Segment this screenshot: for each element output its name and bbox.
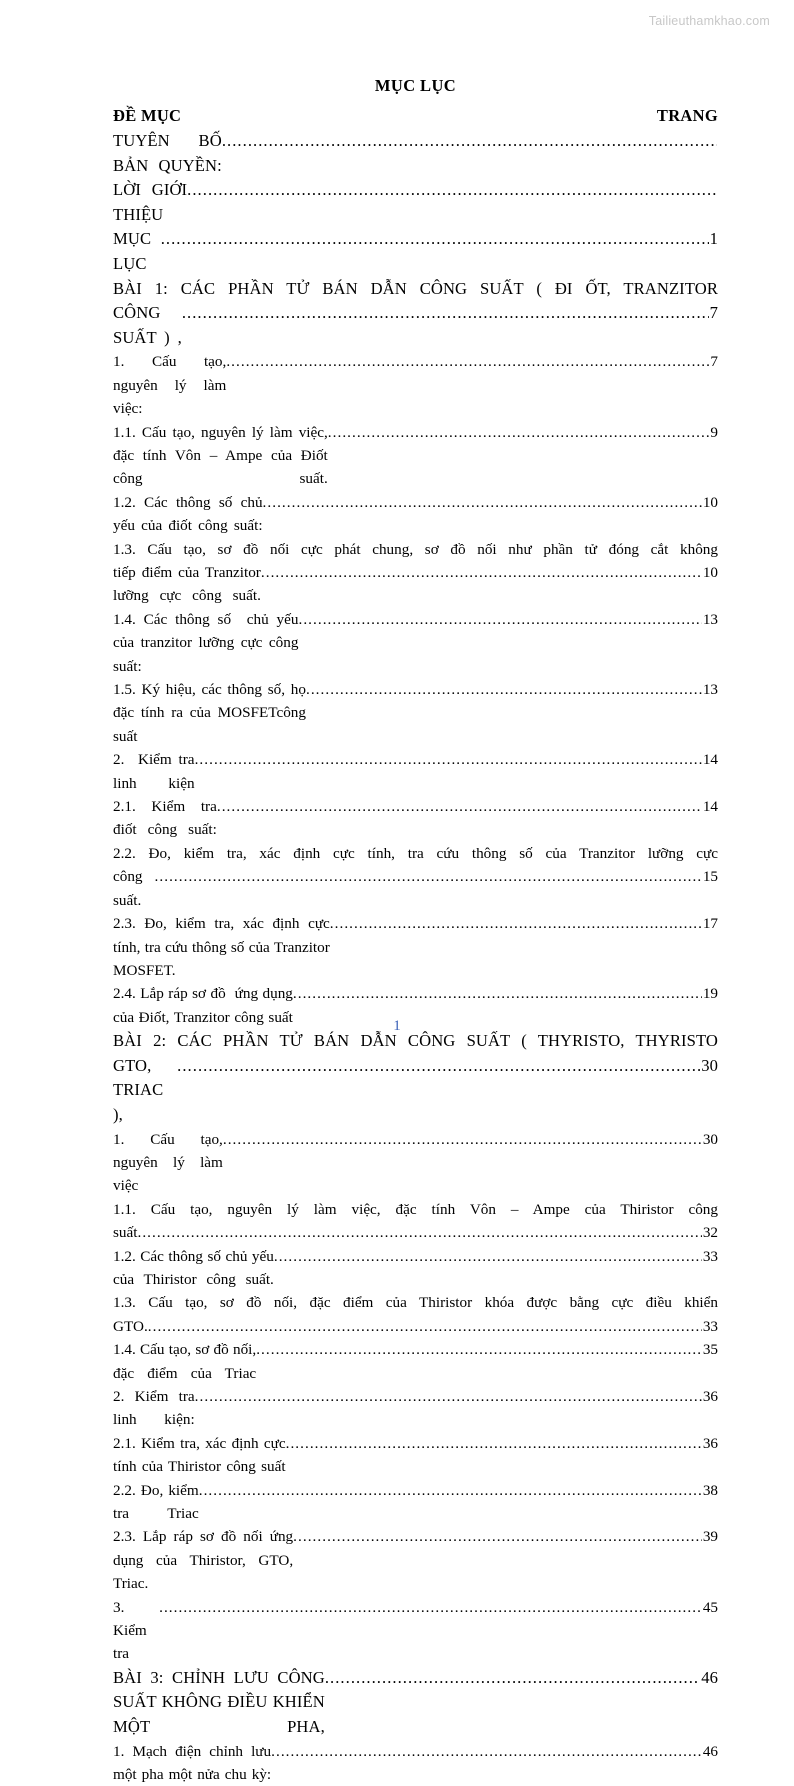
toc-entry-label: LỜI GIỚI THIỆU bbox=[113, 180, 192, 224]
toc-entry-page-number: 9 bbox=[710, 423, 718, 441]
toc-entry-label: 1.2. Các thông số chủ yếu của Thiristor công suất. bbox=[113, 1247, 278, 1288]
toc-entry-page-number: 7 bbox=[710, 353, 718, 371]
toc-entry[interactable] bbox=[113, 1479, 718, 1526]
toc-dot-leader bbox=[223, 1128, 702, 1151]
toc-entry[interactable] bbox=[113, 1596, 718, 1666]
toc-dot-leader bbox=[159, 1596, 702, 1619]
toc-entry-label: GTO, TRIAC ), bbox=[113, 1055, 168, 1124]
toc-entry[interactable] bbox=[113, 1432, 718, 1479]
toc-entry-page-number: 35 bbox=[702, 1341, 718, 1359]
toc-dot-leader bbox=[137, 1221, 701, 1244]
toc-entry-row bbox=[113, 865, 718, 912]
toc-entry[interactable] bbox=[113, 678, 718, 748]
toc-entry-label: 2. Kiểm tra linh kiện: bbox=[113, 1387, 199, 1429]
toc-entry-page-number: 13 bbox=[702, 610, 718, 628]
toc-entry-page-number: 13 bbox=[702, 681, 718, 699]
toc-entry-row bbox=[113, 561, 718, 608]
toc-entry[interactable] bbox=[113, 748, 718, 795]
toc-entry-label: 1.4. Các thông số chủ yếu của tranzitor lưỡng cực công suất: bbox=[113, 610, 303, 675]
toc-entry-row bbox=[113, 301, 718, 350]
toc-entry-label: 2.3. Đo, kiểm tra, xác định cực tính, tra cứu thông số của Tranzitor MOSFET. bbox=[113, 915, 334, 979]
toc-entry-row bbox=[113, 1054, 718, 1128]
toc-entry-wrapped-text bbox=[113, 277, 718, 302]
toc-entry-line: BÀI 2: CÁC PHẦN TỬ BÁN DẪN CÔNG SUẤT ( THYRISTO, THYRISTO bbox=[113, 1031, 718, 1051]
toc-dot-leader bbox=[217, 795, 702, 818]
toc-entry-row bbox=[113, 1479, 718, 1526]
toc-entry-line: BÀI 1: CÁC PHẦN TỬ BÁN DẪN CÔNG SUẤT ( ĐI ỐT, TRANZITOR bbox=[113, 278, 718, 298]
toc-entry[interactable] bbox=[113, 178, 718, 227]
toc-entry[interactable] bbox=[113, 277, 718, 351]
toc-dot-leader bbox=[256, 1338, 702, 1361]
toc-entry[interactable] bbox=[113, 1525, 718, 1595]
toc-entry-label: 2.3. Lắp ráp sơ đồ nối ứng dụng của Thiristor, GTO, Triac. bbox=[113, 1528, 298, 1593]
toc-entry-line: 1.1. Cấu tạo, nguyên lý làm việc, đặc tính Vôn – Ampe của Thiristor công bbox=[113, 1200, 718, 1218]
toc-entry-label: 1.5. Ký hiệu, các thông số, họ đặc tính ra của MOSFETcông suất bbox=[113, 681, 310, 745]
toc-dot-leader bbox=[195, 748, 702, 771]
toc-column-header bbox=[113, 106, 718, 126]
toc-entry-label: 2.4. Lắp ráp sơ đồ ứng dụng của Điốt, Tranzitor công suất bbox=[113, 985, 297, 1026]
toc-entry-page-number: 14 bbox=[702, 798, 718, 816]
toc-entry-label: 1. Cấu tạo, nguyên lý làm việc bbox=[113, 1130, 227, 1195]
toc-entry-label: tiếp điểm của Tranzitor lưỡng cực công suất. bbox=[113, 564, 265, 605]
toc-entry-label: công suất. bbox=[113, 868, 147, 909]
toc-dot-leader bbox=[286, 1432, 702, 1455]
toc-entry-page-number: 46 bbox=[702, 1742, 718, 1760]
toc-entry-page-number: 45 bbox=[702, 1598, 718, 1616]
toc-entry-page-number: 39 bbox=[702, 1528, 718, 1546]
toc-entry-page-number: 30 bbox=[701, 1055, 718, 1075]
toc-entry-label: 1. Mạch điện chỉnh lưu một pha một nửa chu kỳ: bbox=[113, 1742, 276, 1784]
toc-entry-page-number: 17 bbox=[702, 915, 718, 933]
toc-entry-row bbox=[113, 350, 718, 420]
toc-entry-row bbox=[113, 1221, 718, 1244]
toc-entry-label: 1.2. Các thông số chủ yếu của điốt công suất: bbox=[113, 493, 267, 535]
toc-entry[interactable] bbox=[113, 491, 718, 538]
toc-entry-label: 1. Cấu tạo, nguyên lý làm việc: bbox=[113, 353, 231, 418]
toc-entry-label: 1.1. Cấu tạo, nguyên lý làm việc, đặc tính Vôn – Ampe của Điốt công suất. bbox=[113, 423, 332, 488]
toc-dot-leader bbox=[222, 129, 717, 154]
toc-dot-leader bbox=[306, 678, 702, 701]
toc-entry-line: 1.3. Cấu tạo, sơ đồ nối cực phát chung, sơ đồ nối như phần tử đóng cắt không bbox=[113, 540, 718, 558]
toc-entry-row bbox=[113, 608, 718, 678]
toc-entry[interactable] bbox=[113, 842, 718, 912]
toc-entry-row bbox=[113, 1525, 718, 1595]
toc-entry-row bbox=[113, 912, 718, 982]
toc-entry[interactable] bbox=[113, 350, 718, 420]
toc-entry-label: BÀI 3: CHỈNH LƯU CÔNG SUẤT KHÔNG ĐIỀU KHIỂN MỘT PHA, bbox=[113, 1667, 330, 1737]
watermark: Tailieuthamkhao.com bbox=[648, 14, 770, 28]
toc-dot-leader bbox=[325, 1666, 700, 1691]
toc-entry-row bbox=[113, 678, 718, 748]
toc-entry-label: suất bbox=[113, 1224, 138, 1242]
toc-entry-row bbox=[113, 227, 718, 276]
toc-entry-page-number: 14 bbox=[702, 751, 718, 769]
toc-entry[interactable] bbox=[113, 1666, 718, 1740]
toc-entry-page-number: 10 bbox=[702, 493, 718, 511]
toc-entry-label: 2.1. Kiểm tra điốt công suất: bbox=[113, 798, 221, 839]
toc-entry-row bbox=[113, 421, 718, 491]
toc-dot-leader bbox=[328, 421, 710, 444]
column-header-page: TRANG bbox=[656, 106, 718, 125]
toc-entry-page-number: 7 bbox=[709, 303, 718, 323]
toc-dot-leader bbox=[274, 1245, 702, 1268]
toc-entry[interactable] bbox=[113, 227, 718, 276]
toc-entry[interactable] bbox=[113, 1385, 718, 1432]
toc-dot-leader bbox=[195, 1385, 702, 1408]
toc-entry-row bbox=[113, 1315, 718, 1338]
toc-entry-page-number: 15 bbox=[702, 868, 718, 886]
toc-entry-page-number: 33 bbox=[702, 1247, 718, 1265]
toc-entry[interactable] bbox=[113, 129, 718, 178]
toc-entry-row bbox=[113, 129, 718, 178]
toc-entry[interactable] bbox=[113, 1128, 718, 1198]
toc-dot-leader bbox=[199, 1479, 702, 1502]
toc-entry-row bbox=[113, 1740, 718, 1786]
toc-entry-wrapped-text bbox=[113, 842, 718, 865]
toc-entry[interactable] bbox=[113, 1338, 718, 1385]
toc-entry-label: CÔNG SUẤT ) , bbox=[113, 303, 182, 347]
toc-dot-leader bbox=[261, 561, 702, 584]
toc-entry[interactable] bbox=[113, 1245, 718, 1292]
toc-dot-leader bbox=[182, 301, 709, 326]
toc-dot-leader bbox=[155, 865, 702, 888]
toc-entry-page-number: 1 bbox=[709, 229, 718, 249]
toc-entry-row bbox=[113, 795, 718, 842]
toc-entry-line: 1.3. Cấu tạo, sơ đồ nối, đặc điểm của Thiristor khóa được bằng cực điều khiển bbox=[113, 1294, 718, 1312]
toc-dot-leader bbox=[298, 608, 701, 631]
toc-entry-page-number: 10 bbox=[702, 564, 718, 581]
toc-entry[interactable] bbox=[113, 1291, 718, 1338]
toc-entry-label: MỤC LỤC bbox=[113, 229, 156, 273]
page-title: MỤC LỤC bbox=[374, 76, 457, 95]
toc-entry-label: 1.4. Cấu tạo, sơ đồ nối, đặc điểm của Triac bbox=[113, 1341, 261, 1382]
toc-entry-row bbox=[113, 1338, 718, 1385]
toc-entry-label: 3. Kiểm tra bbox=[113, 1598, 151, 1663]
toc-entry-page-number: 46 bbox=[701, 1667, 718, 1687]
page-number: 1 bbox=[393, 1018, 401, 1034]
toc-entry[interactable] bbox=[113, 421, 718, 491]
toc-entry-row bbox=[113, 491, 718, 538]
toc-entry-label: 2. Kiểm tra linh kiện bbox=[113, 751, 199, 792]
toc-entry-page-number: 36 bbox=[702, 1434, 718, 1452]
toc-entry-page-number: 33 bbox=[702, 1317, 718, 1335]
toc-entry[interactable] bbox=[113, 538, 718, 608]
document-page bbox=[113, 0, 718, 1784]
toc-entry[interactable] bbox=[113, 912, 718, 982]
toc-entry-page-number: 30 bbox=[702, 1130, 718, 1148]
toc-entry-row bbox=[113, 178, 718, 227]
toc-dot-leader bbox=[330, 912, 702, 935]
toc-dot-leader bbox=[187, 178, 717, 203]
toc-entry[interactable] bbox=[113, 795, 718, 842]
toc-entry[interactable] bbox=[113, 1029, 718, 1127]
toc-dot-leader bbox=[148, 1315, 702, 1338]
toc-entry-wrapped-text bbox=[113, 538, 718, 561]
toc-entry-label: GTO. bbox=[113, 1317, 148, 1335]
toc-dot-leader bbox=[226, 350, 709, 373]
toc-dot-leader bbox=[293, 982, 702, 1005]
toc-entry-label: 2.1. Kiểm tra, xác định cực tính của Thiristor công suất bbox=[113, 1434, 290, 1476]
toc-dot-leader bbox=[177, 1054, 700, 1079]
toc-entry-page-number: 19 bbox=[702, 985, 718, 1003]
toc-dot-leader bbox=[263, 491, 702, 514]
toc-dot-leader bbox=[293, 1525, 702, 1548]
toc-entry[interactable] bbox=[113, 1740, 718, 1786]
toc-entry-page-number: 36 bbox=[702, 1387, 718, 1405]
toc-entry[interactable] bbox=[113, 1198, 718, 1245]
toc-entry-label: 2.2. Đo, kiểm tra Triac bbox=[113, 1481, 203, 1522]
toc-entry-page-number: 32 bbox=[702, 1224, 718, 1242]
table-of-contents bbox=[113, 129, 718, 1786]
toc-entry-line: 2.2. Đo, kiểm tra, xác định cực tính, tra cứu thông số của Tranzitor lưỡng cực bbox=[113, 844, 718, 862]
toc-entry-row bbox=[113, 1128, 718, 1198]
toc-entry-row bbox=[113, 748, 718, 795]
toc-entry-row bbox=[113, 1432, 718, 1479]
toc-entry[interactable] bbox=[113, 608, 718, 678]
toc-entry-wrapped-text bbox=[113, 1198, 718, 1221]
toc-entry-row bbox=[113, 1596, 718, 1666]
toc-dot-leader bbox=[271, 1740, 702, 1763]
toc-dot-leader bbox=[161, 227, 709, 252]
toc-entry-row bbox=[113, 1245, 718, 1292]
toc-entry-row bbox=[113, 1666, 718, 1740]
toc-entry-row bbox=[113, 1385, 718, 1432]
toc-entry-label: TUYÊN BỐ BẢN QUYỀN: bbox=[113, 131, 227, 175]
column-header-subject: ĐỀ MỤC bbox=[113, 106, 182, 125]
toc-entry-wrapped-text bbox=[113, 1291, 718, 1314]
toc-entry-page-number: 38 bbox=[702, 1481, 718, 1499]
